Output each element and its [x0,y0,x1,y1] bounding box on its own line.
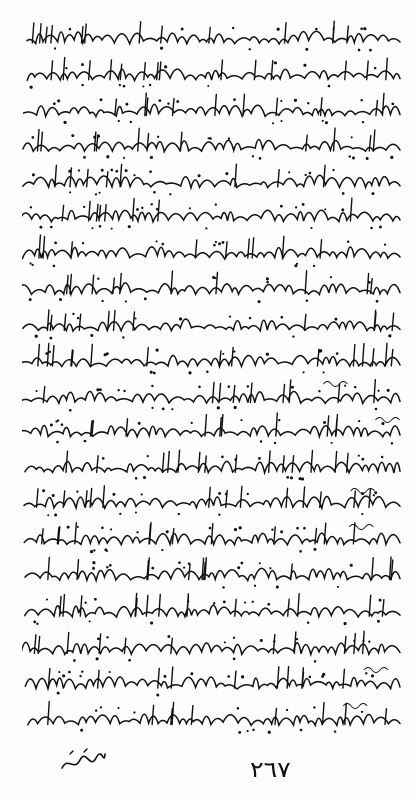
manuscript-line [22,698,404,734]
manuscript-line [22,18,404,54]
manuscript-line [22,519,404,555]
manuscript-line [22,627,404,663]
manuscript-line [22,54,404,90]
manuscript-line [22,376,404,412]
manuscript-line [22,304,404,340]
page-number: ٢٦٧ [250,758,291,783]
manuscript-line [22,90,404,126]
manuscript-line [22,197,404,233]
manuscript-line [22,591,404,627]
manuscript-line [22,340,404,376]
manuscript-line [22,555,404,591]
manuscript-line [22,269,404,305]
manuscript-line [22,662,404,698]
handwritten-text-block [22,18,404,734]
manuscript-line [22,412,404,448]
manuscript-line [22,161,404,197]
manuscript-line [22,125,404,161]
manuscript-line [22,483,404,519]
catchword-scribble [58,746,108,776]
manuscript-line [22,448,404,484]
manuscript-line [22,233,404,269]
